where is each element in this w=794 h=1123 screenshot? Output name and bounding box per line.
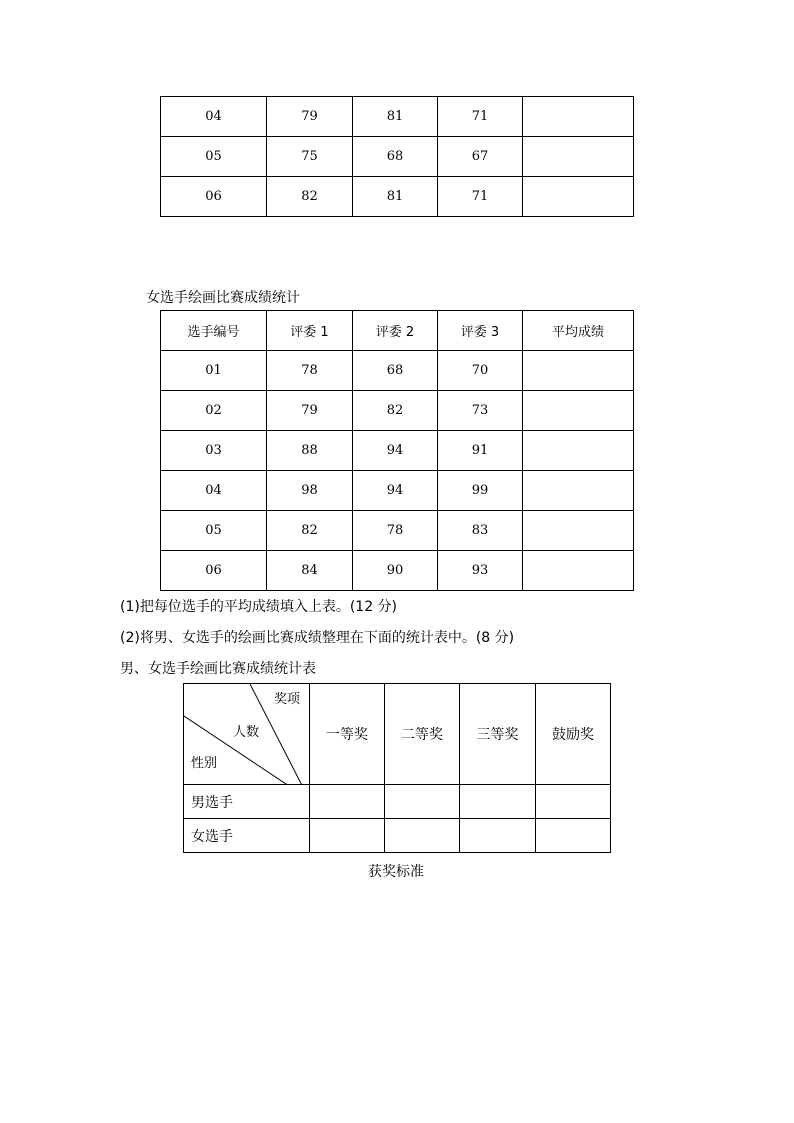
award-summary-table: [183, 683, 611, 853]
column-header: 选手编号: [161, 311, 267, 351]
column-header: 评委 2: [353, 311, 438, 351]
table-cell: 02: [161, 391, 267, 431]
row-label-female: 女选手: [184, 819, 310, 853]
column-header: 二等奖: [385, 684, 460, 785]
table-cell: 04: [161, 97, 267, 137]
summary-table-title: 男、女选手绘画比赛成绩统计表: [120, 661, 316, 677]
input-cell[interactable]: [310, 819, 385, 853]
average-cell[interactable]: [523, 391, 634, 431]
input-cell[interactable]: [460, 785, 536, 819]
table-cell: 82: [267, 511, 353, 551]
table-row: [161, 431, 634, 471]
average-cell[interactable]: [523, 351, 634, 391]
corner-label-award: 奖项: [274, 692, 301, 707]
table-cell: 68: [353, 351, 438, 391]
average-cell[interactable]: [523, 511, 634, 551]
table-cell: 04: [161, 471, 267, 511]
input-cell[interactable]: [460, 819, 536, 853]
average-cell[interactable]: [523, 177, 634, 217]
table-cell: 82: [353, 391, 438, 431]
question-2: (2)将男、女选手的绘画比赛成绩整理在下面的统计表中。(8 分): [120, 630, 515, 646]
input-cell[interactable]: [536, 819, 611, 853]
corner-label-count: 人数: [233, 725, 260, 740]
table-cell: 82: [267, 177, 353, 217]
average-cell[interactable]: [523, 551, 634, 591]
table-cell: 83: [438, 511, 523, 551]
average-cell[interactable]: [523, 471, 634, 511]
table-row: [161, 177, 634, 217]
table-row: [161, 551, 634, 591]
table-row: [184, 819, 611, 853]
table-header-row: [184, 684, 611, 785]
table-cell: 79: [267, 97, 353, 137]
table-cell: 81: [353, 97, 438, 137]
table-cell: 78: [267, 351, 353, 391]
table-row: [184, 785, 611, 819]
input-cell[interactable]: [385, 785, 460, 819]
table-cell: 06: [161, 551, 267, 591]
award-criteria-heading: 获奖标准: [368, 864, 424, 880]
table-cell: 73: [438, 391, 523, 431]
table-cell: 01: [161, 351, 267, 391]
table-row: [161, 391, 634, 431]
table-cell: 71: [438, 97, 523, 137]
table-cell: 93: [438, 551, 523, 591]
table-row: [161, 471, 634, 511]
column-header: 评委 3: [438, 311, 523, 351]
table-cell: 94: [353, 471, 438, 511]
female-score-table: [160, 310, 634, 591]
question-1: (1)把每位选手的平均成绩填入上表。(12 分): [120, 599, 398, 615]
table-cell: 90: [353, 551, 438, 591]
table-cell: 94: [353, 431, 438, 471]
average-cell[interactable]: [523, 431, 634, 471]
average-cell[interactable]: [523, 97, 634, 137]
table-cell: 03: [161, 431, 267, 471]
average-cell[interactable]: [523, 137, 634, 177]
table-row: [161, 137, 634, 177]
table-cell: 75: [267, 137, 353, 177]
row-label-male: 男选手: [184, 785, 310, 819]
table-row: [161, 351, 634, 391]
column-header: 平均成绩: [523, 311, 634, 351]
table-cell: 98: [267, 471, 353, 511]
table-cell: 06: [161, 177, 267, 217]
table-cell: 67: [438, 137, 523, 177]
column-header: 鼓励奖: [536, 684, 611, 785]
column-header: 评委 1: [267, 311, 353, 351]
table-cell: 70: [438, 351, 523, 391]
table-cell: 68: [353, 137, 438, 177]
table-row: [161, 511, 634, 551]
input-cell[interactable]: [536, 785, 611, 819]
table-cell: 71: [438, 177, 523, 217]
table-cell: 88: [267, 431, 353, 471]
table-cell: 99: [438, 471, 523, 511]
female-table-title: 女选手绘画比赛成绩统计: [146, 290, 300, 306]
table-row: [161, 97, 634, 137]
table-cell: 05: [161, 137, 267, 177]
table-cell: 91: [438, 431, 523, 471]
corner-label-gender: 性别: [191, 756, 218, 771]
input-cell[interactable]: [310, 785, 385, 819]
input-cell[interactable]: [385, 819, 460, 853]
table-cell: 81: [353, 177, 438, 217]
column-header: 三等奖: [460, 684, 536, 785]
score-table-continued: [160, 96, 634, 217]
column-header: 一等奖: [310, 684, 385, 785]
table-cell: 78: [353, 511, 438, 551]
table-cell: 84: [267, 551, 353, 591]
table-header-row: [161, 311, 634, 351]
diagonal-corner-cell: [184, 684, 310, 785]
table-cell: 05: [161, 511, 267, 551]
table-cell: 79: [267, 391, 353, 431]
